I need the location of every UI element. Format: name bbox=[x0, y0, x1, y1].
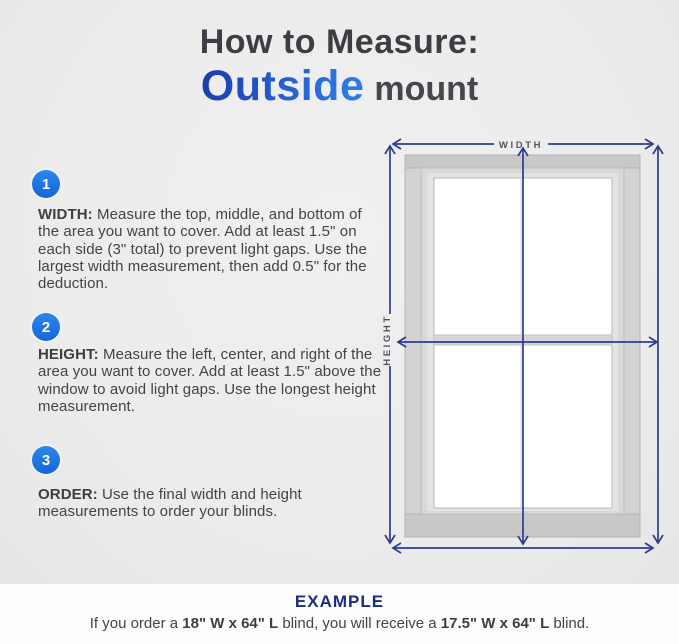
title-line2 bbox=[0, 63, 679, 110]
width-label: WIDTH bbox=[498, 140, 544, 151]
example-heading: EXAMPLE bbox=[294, 592, 385, 611]
example-prefix: If you order a bbox=[89, 615, 183, 632]
height-label: HEIGHT bbox=[382, 314, 393, 366]
title-highlight-outside: Outside bbox=[200, 62, 365, 111]
window-diagram-svg bbox=[378, 128, 679, 568]
step-3-badge: 3 bbox=[32, 446, 60, 474]
example-footer bbox=[0, 592, 679, 632]
example-suffix: blind. bbox=[549, 615, 590, 632]
step-3-description bbox=[38, 486, 382, 521]
page-title bbox=[0, 24, 679, 111]
example-received-size: 17.5" W x 64" L bbox=[440, 615, 550, 632]
title-line1: How to Measure: bbox=[199, 23, 480, 61]
step-1-badge: 1 bbox=[32, 170, 60, 198]
step-2-badge: 2 bbox=[32, 313, 60, 341]
example-middle: blind, you will receive a bbox=[278, 615, 441, 632]
step-2-label: HEIGHT: bbox=[38, 346, 99, 363]
step-2-body: Measure the left, center, and right of the area you want to cover. Add at least 1.5" above the window to avoid light gaps. Use the longest height measurement. bbox=[38, 346, 382, 415]
window-measurement-diagram bbox=[378, 128, 679, 568]
step-2-description bbox=[38, 346, 382, 415]
step-3-body: Use the final width and height measurements to order your blinds. bbox=[38, 486, 302, 521]
step-1-description bbox=[38, 206, 382, 292]
step-3-label: ORDER: bbox=[38, 486, 98, 503]
example-ordered-size: 18" W x 64" L bbox=[182, 615, 279, 632]
step-1-body: Measure the top, middle, and bottom of the area you want to cover. Add at least 1.5" on each side (3" total) to prevent light gaps. Use the largest width measurement, then add 0.5" for the deduction. bbox=[38, 206, 367, 293]
title-suffix-mount: mount bbox=[374, 70, 479, 109]
step-1-label: WIDTH: bbox=[38, 206, 93, 223]
example-sentence bbox=[0, 615, 679, 632]
